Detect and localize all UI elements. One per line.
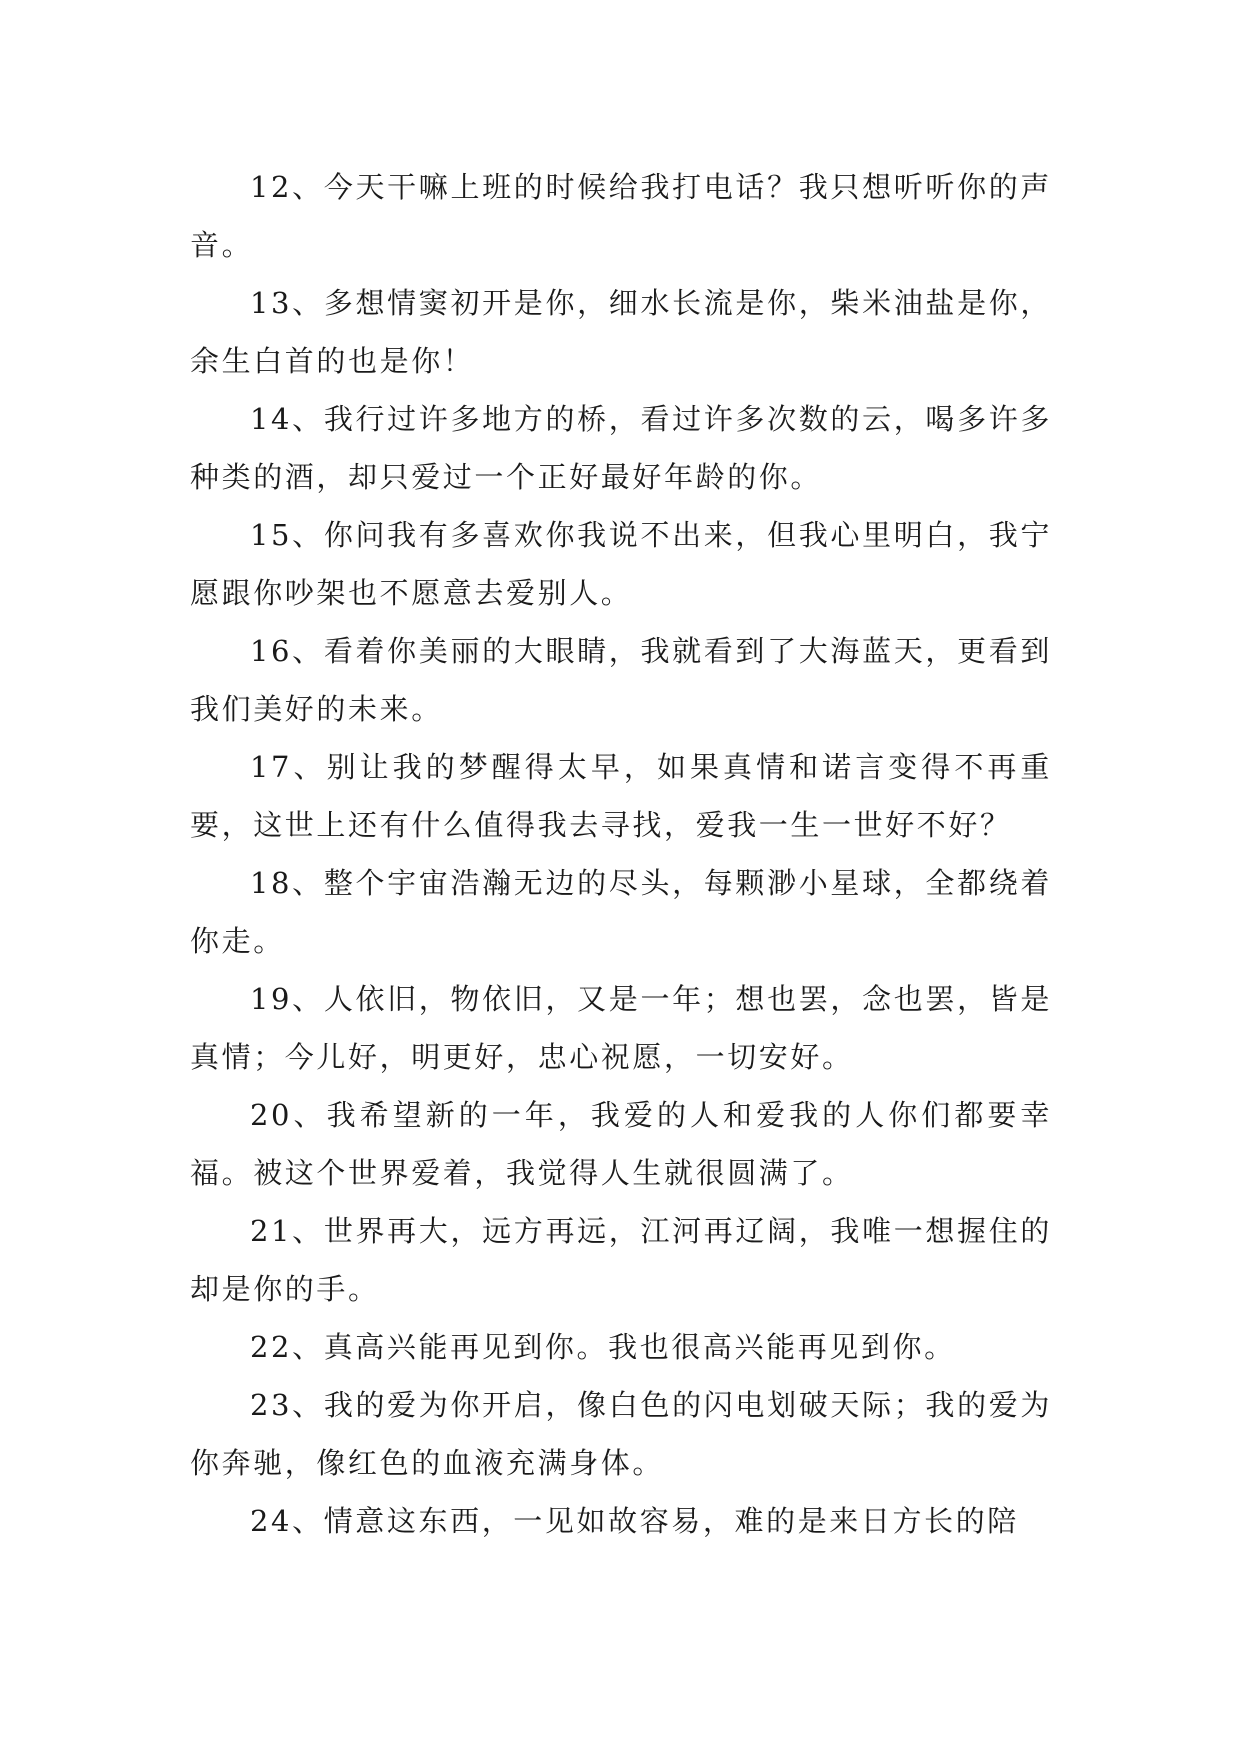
paragraph-16: 16、看着你美丽的大眼睛，我就看到了大海蓝天，更看到我们美好的未来。 bbox=[190, 634, 1052, 726]
paragraph-18: 18、整个宇宙浩瀚无边的尽头，每颗渺小星球，全都绕着你走。 bbox=[190, 866, 1052, 958]
paragraph-14: 14、我行过许多地方的桥，看过许多次数的云，喝多许多种类的酒，却只爱过一个正好最好年龄的你。 bbox=[190, 402, 1052, 494]
paragraph-24: 24、情意这东西，一见如故容易，难的是来日方长的陪 bbox=[250, 1504, 1019, 1538]
paragraph-20: 20、我希望新的一年，我爱的人和爱我的人你们都要幸福。被这个世界爱着，我觉得人生就很圆满了。 bbox=[190, 1098, 1052, 1190]
paragraph-19: 19、人依旧，物依旧，又是一年；想也罢，念也罢，皆是真情；今儿好，明更好，忠心祝愿，一切安好。 bbox=[190, 982, 1052, 1074]
paragraph-12: 12、今天干嘛上班的时候给我打电话？我只想听听你的声音。 bbox=[190, 170, 1052, 262]
paragraph-23: 23、我的爱为你开启，像白色的闪电划破天际；我的爱为你奔驰，像红色的血液充满身体。 bbox=[190, 1388, 1052, 1480]
paragraph-21: 21、世界再大，远方再远，江河再辽阔，我唯一想握住的却是你的手。 bbox=[190, 1214, 1052, 1306]
paragraph-17: 17、别让我的梦醒得太早，如果真情和诺言变得不再重要，这世上还有什么值得我去寻找，爱我一生一世好不好？ bbox=[190, 750, 1052, 842]
paragraph-15: 15、你问我有多喜欢你我说不出来，但我心里明白，我宁愿跟你吵架也不愿意去爱别人。 bbox=[190, 518, 1052, 610]
paragraph-22: 22、真高兴能再见到你。我也很高兴能再见到你。 bbox=[250, 1330, 956, 1364]
document-body bbox=[190, 158, 1052, 1550]
paragraph-13: 13、多想情窦初开是你，细水长流是你，柴米油盐是你，余生白首的也是你！ bbox=[190, 286, 1052, 378]
